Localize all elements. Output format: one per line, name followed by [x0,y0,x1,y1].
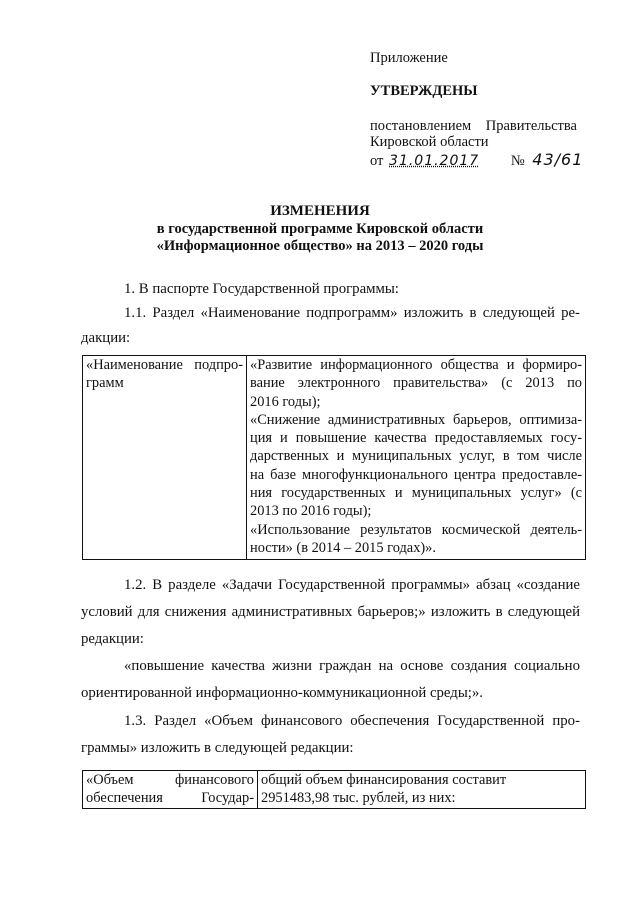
content-line: «Снижение административных барьеров, оптимиза- [250,411,582,428]
content-line: 2016 годы); [250,393,321,410]
section-1-1-line-2: дакции: [81,330,131,346]
content-line: общий объем финансирования составит [261,772,507,788]
section-1-3-line-2: граммы» изложить в следующей редакции: [81,740,354,756]
content-line: на базе многофункционального центра предоставле- [250,466,582,483]
decree-line-2: Кировской области [370,134,489,150]
section-1-1-line-1: 1.1. Раздел «Наименование подпрограмм» изложить в следующей ре- [124,305,580,321]
title-line-2: «Информационное общество» на 2013 – 2020 годы [156,238,484,254]
label-line: грамм [86,375,124,392]
financing-label-cell [83,771,258,809]
content-line: 2013 по 2016 годы); [250,503,372,520]
table-row [83,356,586,560]
table-row [83,771,586,809]
content-line: ния государственных и муниципальных услуг» (с [250,485,582,502]
title-line-1: в государственной программе Кировской области [156,221,484,237]
financing-content-cell [258,771,586,809]
number-prefix: № [510,153,525,169]
financing-table [82,770,586,809]
label-line: «Объем финансового [86,772,254,788]
subprograms-label-cell [83,356,247,560]
date-prefix: от [370,153,384,169]
document-title: ИЗМЕНЕНИЯ [270,203,370,219]
subprograms-content-cell [247,356,586,560]
appendix-label: Приложение [370,50,448,66]
quote-line-2: ориентированной информационно-коммуникационной среды;». [81,685,483,701]
section-1-3-line-1: 1.3. Раздел «Объем финансового обеспечения Государственной про- [124,713,580,729]
content-line: «Использование результатов космической деятель- [250,521,582,538]
approved-label: УТВЕРЖДЕНЫ [370,83,478,99]
label-line: «Наименование подпро- [86,357,243,373]
content-line: 2951483,98 тыс. рублей, из них: [261,790,456,807]
section-1-2-line-1: 1.2. В разделе «Задачи Государственной программы» абзац «создание [124,577,580,593]
decree-line-1: постановлением Правительства [370,118,577,134]
content-line: «Развитие информационного общества и формиро- [250,357,582,373]
date-value: 31.01.2017 [389,153,480,169]
label-line: обеспечения Государ- [86,790,254,807]
content-line: вание электронного правительства» (с 2013 по [250,375,582,392]
content-line: ности» (в 2014 – 2015 годах)». [250,539,436,556]
section-1-item: 1. В паспорте Государственной программы: [124,281,399,297]
subprograms-table [82,355,586,560]
decree-date-row [370,150,583,170]
content-line: ция и повышение качества предоставляемых госу- [250,430,582,447]
content-line: дарственных и муниципальных услуг, в том числе [250,448,582,465]
number-value: 43/61 [532,150,584,169]
section-1-2-line-2: условий для снижения административных барьеров;» изложить в следующей [81,604,580,620]
quote-line-1: «повышение качества жизни граждан на основе создания социально [124,658,580,674]
section-1-2-line-3: редакции: [81,631,144,647]
